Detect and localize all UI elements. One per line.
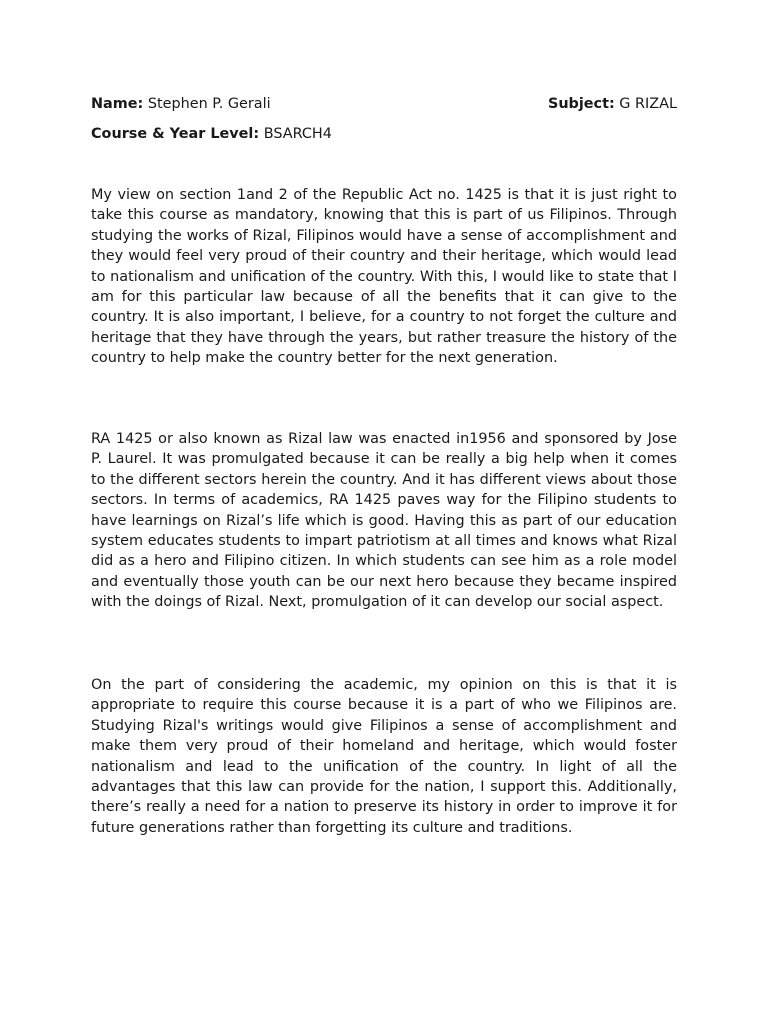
paragraph-2: RA 1425 or also known as Rizal law was enacted in1956 and sponsored by Jose P. Laurel. It was promulgated because it can be really a big help when it comes to the different sectors herein the country. And it has different views about those sectors. In terms of academics, RA 1425 paves way for the Filipino students to have learnings on Rizal’s life which is good. Having this as part of our education system educates students to impart patriotism at all times and knows what Rizal did as a hero and Filipino citizen. In which students can see him as a role model and eventually those youth can be our next hero because they became inspired with the doings of Rizal. Next, promulgation of it can develop our social aspect. [91,431,677,611]
name-value: Stephen P. Gerali [143,96,271,112]
name-field [91,96,271,112]
paragraph-3: On the part of considering the academic, my opinion on this is that it is appropriate to require this course because it is a part of who we Filipinos are. Studying Rizal's writings would give Filipinos a sense of accomplishment and make them very proud of their homeland and heritage, which would foster nationalism and lead to the unification of the country. In light of all the advantages that this law can provide for the nation, I support this. Additionally, there’s really a need for a nation to preserve its history in order to improve it for future generations rather than forgetting its culture and traditions. [91,677,677,836]
header-course-row [91,124,677,144]
subject-field [548,94,677,114]
course-value: BSARCH4 [259,126,332,142]
name-label: Name: [91,96,144,112]
subject-value: G RIZAL [614,96,677,112]
course-label: Course & Year Level: [91,126,260,142]
subject-label: Subject: [547,96,615,112]
paragraph-1: My view on section 1and 2 of the Republic Act no. 1425 is that it is just right to take this course as mandatory, knowing that this is part of us Filipinos. Through studying the works of Rizal, Filipinos would have a sense of accomplishment and they would feel very proud of their country and their heritage, which would lead to nationalism and unification of the country. With this, I would like to state that I am for this particular law because of all the benefits that it can give to the country. It is also important, I believe, for a country to not forget the culture and heritage that they have through the years, but rather treasure the history of the country to help make the country better for the next generation. [91,187,677,367]
header-name-subject-row [91,94,677,114]
